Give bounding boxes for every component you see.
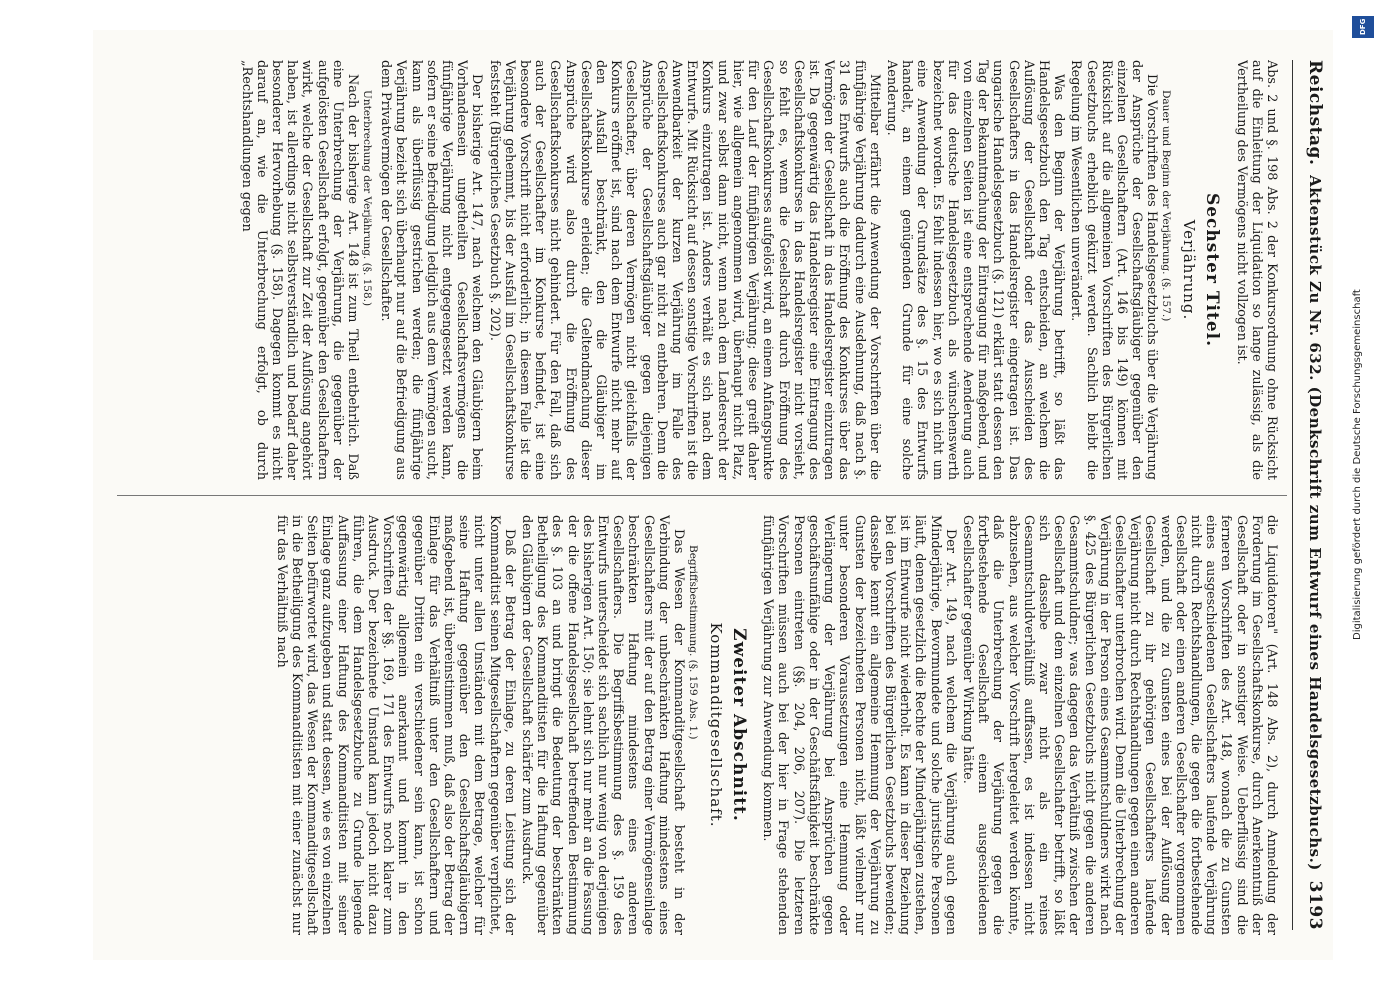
page-number: 3193 [1305, 880, 1325, 930]
header-left: Reichstag. [1305, 60, 1325, 166]
paragraph: Der Art. 149, nach welchem die Verjährung auch gegen Minderjährige, Bevormundete und solche juristische Personen läuft, denen gesetzlich die Rechte der Minderjährigen zustehen, ist im Entwurfe nicht wiederholt. Es kann in dieser Beziehung bei den Vorschriften des Bürgerlichen Gesetzbuchs bewenden; dasselbe kennt ein allgemeine Hemmung der Verjährung zu Gunsten der bezeichneten Personen nicht, läßt vielmehr nur unter besonderen Voraussetzungen eine Hemmung oder Verlängerung der Verjährung bei Ansprüchen gegen geschäftsunfähige oder in der Geschäftsfähigkeit beschränkte Personen eintreten (§§. 204, 206, 207). Die letzteren Vorschriften müssen auch bei der hier in Frage stehenden fünfjährigen Verjährung zur Anwendung kommen. [760, 515, 958, 935]
paragraph: Mittelbar erfährt die Anwendung der Vorschriften über die fünfjährige Verjährung dadurch eine Ausdehnung, daß nach §. 31 des Entwurfs auch die Eröffnung des Konkurses über das Vermögen der Gesellschaft in das Handelsregister einzutragen ist. Da gegenwärtig das Handelsregister eine Eintragung des Gesellschaftskonkurses in das Handelsregister nicht vorsieht, so fehlt es, wenn die Gesellschaft durch Eröffnung des Gesellschaftskonkurses aufgelöst wird, an einem Anfangspunkte für den Lauf der fünfjährigen Verjährung; diese greift daher hier, wie allgemein angenommen wird, überhaupt nicht Platz, und zwar selbst dann nicht, wenn nach dem Landesrecht der Konkurs einzutragen ist. Anders verhält es sich nach dem Entwurfe. Mit Rücksicht auf dessen sonstige Vorschriften ist die Anwendbarkeit der kurzen Verjährung im Falle des Gesellschaftskonkurses auch gar nicht zu entbehren. Denn die Ansprüche der Gesellschaftsgläubiger gegen diejenigen Gesellschafter, über deren Vermögen nicht gleichfalls der Konkurs eröffnet ist, sind nach dem Entwurfe nicht mehr auf den Ausfall beschränkt, den die Gläubiger im Gesellschaftskonkurse erleiden; die Geltendmachung dieser Ansprüche wird also durch die Eröffnung des Gesellschaftskonkurses nicht gehindert. Für den Fall, daß sich auch der Gesellschafter im Konkurse befindet, ist eine besondere Vorschrift nicht erforderlich; in diesem Falle ist die Verjährung gehemmt, bis der Ausfall im Gesellschaftskonkurse feststeht (Bürgerliches Gesetzbuch §. 202). [486, 60, 882, 480]
paragraph: Abs. 2 und §. 198 Abs. 2 der Konkursordnung ohne Rücksicht auf die Einleitung der Liquidation so lange zulässig, als die Vertheilung des Vermögens nicht vollzogen ist. [1233, 60, 1279, 480]
paragraph: Nach der bisherige Art. 148 ist zum Theil entbehrlich. Daß eine Unterbrechung der Verjährung, die gegenüber der aufgelösten Gesellschaft erfolgt, gegenüber den Gesellschaftern wirkt, welche der Gesellschaft zur Zeit der Auflösung angehört haben, ist allerdings nicht selbstverständlich und bedarf daher besonderer Hervorhebung (§. 158). Dagegen kommt es nicht darauf an, wie die Unterbrechung erfolgt, ob durch „Rechtshandlungen gegen [238, 60, 361, 480]
page-header [1297, 60, 1333, 930]
column-divider [117, 495, 1287, 496]
header-title: Aktenstück Zu Nr. 632. (Denkschrift zum Entwurf eines Handelsgesetzbuchs.) [1306, 175, 1324, 871]
section-subtitle: Verjährung. [1180, 219, 1199, 321]
left-column [109, 60, 1279, 480]
paragraph: Das Wesen der Kommanditgesellschaft besteht in der Verbindung der unbeschränkten Haftung mindestens eines Gesellschafters mit der auf den Betrag einer Vermögenseinlage beschränkten Haftung mindestens eines anderen Gesellschafters. Die Begriffsbestimmung des §. 159 des Entwurfs unterscheidet sich sachlich nur wenig von derjenigen des bisherigen Art. 150; sie lehnt sich nur mehr an die Fassung der die offene Handelsgesellschaft betreffenden Bestimmung des §. 103 an und bringt die Bedeutung der beschränkten Betheiligung des Kommanditisten für die Haftung gegenüber den Gläubigern der Gesellschaft schärfer zum Ausdruck. [519, 515, 687, 935]
paragraph: Der bisherige Art. 147, nach welchem den Gläubigern beim Vorhandensein ungetheilten Gesellschaftsvermögens die fünfjährige Verjährung nicht entgegengesetzt werden kann, sofern er seine Befriedigung lediglich aus dem Vermögen sucht, kann als überflüssig gestrichen werden; die fünfjährige Verjährung bezieht sich überhaupt nur auf die Befriedigung aus dem Privatvermögen der Gesellschafter. [378, 60, 485, 480]
section-title: Sechster Titel. [1202, 192, 1223, 348]
section-title: Zweiter Abschnitt. [729, 628, 750, 822]
paragraph: Die Vorschriften des Handelsgesetzbuchs über die Verjährung der Ansprüche der Gesellschaftsgläubiger gegenüber den einzelnen Gesellschaftern (Art. 146 bis 149) können mit Rücksicht auf die allgemeinen Vorschriften des Bürgerlichen Gesetzbuchs erheblich gekürzt werden. Sachlich bleibt die Regelung im Wesentlichen unverändert. [1068, 60, 1160, 480]
paragraph: Daß der Betrag der Einlage, zu deren Leistung sich der Kommanditist seinen Mitgesellschaftern gegenüber verpflichtet, nicht unter allen Umständen mit dem Betrage, welcher für seine Haftung gegenüber den Gesellschaftsgläubigern maßgebend ist, übereinstimmen muß, daß also der Betrag der Einlage für das Verhältniß unter den Gesellschaftern und gegenüber Dritten ein verschiedener sein kann, ist schon gegenwärtig allgemein anerkannt und kommt in den Vorschriften der §§. 169, 171 des Entwurfs noch klarer zum Ausdruck. Der bezeichnete Umstand kann jedoch nicht dazu führen, die dem Handelsgesetzbuche zu Grunde liegende Auffassung einer Haftung des Kommanditisten mit seiner Einlage ganz aufzugeben und statt dessen, wie es von einzelnen Seiten befürwortet wird, das Wesen der Kommanditgesellschaft in die Betheiligung des Kommanditisten mit einer zunächst nur für das Verhältniß nach [273, 515, 517, 935]
marginal-heading: Dauer und Beginn der Verjährung. (§. 157.) [1160, 90, 1173, 322]
marginal-heading: Unterbrechung der Verjährung. (§. 158.) [361, 90, 374, 307]
right-column [109, 515, 1279, 935]
dfg-logo: DFG [1352, 16, 1374, 38]
marginal-heading: Begriffsbestimmung. (§. 159 Abs. 1.) [687, 545, 700, 740]
page-scan [93, 30, 1333, 960]
section-subtitle: Kommanditgesellschaft. [707, 622, 726, 828]
paragraph: Was den Beginn der Verjährung betrifft, so läßt das Handelsgesetzbuch den Tag entscheiden, an welchem die Auflösung der Gesellschaft oder das Ausscheiden des Gesellschafters in das Handelsregister eingetragen ist. Das ungarische Handelsgesetzbuch (§. 121) erklärt statt dessen den Tag der Bekanntmachung der Eintragung für maßgebend, und von einzelnen Seiten ist eine entsprechende Aenderung auch für das deutsche Handelsgesetzbuch als wünschenswerth bezeichnet worden. Es fehlt indessen hier, wo es sich nicht um eine Anwendung der Grundsätze des §. 15 des Entwurfs handelt, an einem genügenden Grunde für eine solche Aenderung. [883, 60, 1067, 480]
attribution-text: Digitalisierung gefördert durch die Deutsche Forschungsgemeinschaft [1352, 289, 1363, 640]
paragraph: die Liquidatoren" (Art. 148 Abs. 2), durch Anmeldung der Forderung im Gesellschaftskonkurse, durch Anerkenntniß der Gesellschaft oder in sonstiger Weise. Ueberflüssig sind die ferneren Vorschriften des Art. 148, wonach die zu Gunsten eines ausgeschiedenen Gesellschafters laufende Verjährung nicht durch Rechtshandlungen, die gegen die fortbestehende Gesellschaft oder einen anderen Gesellschafter vorgenommen werden, und die zu Gunsten eines bei der Auflösung der Gesellschaft zu ihr gehörigen Gesellschafters laufende Verjährung nicht durch Rechtshandlungen gegen einen anderen Gesellschafter unterbrochen wird. Denn die Unterbrechung der Verjährung in der Person eines Gesammtschuldners wirkt nach §. 425 des Bürgerlichen Gesetzbuchs nicht gegen die anderen Gesammtschuldner; was dagegen das Verhältniß zwischen der Gesellschaft und dem einzelnen Gesellschafter betrifft, so läßt sich dasselbe zwar nicht als ein reines Gesammtschuldverhältniß auffassen, es ist indessen nicht abzusehen, aus welcher Vorschrift hergeleitet werden könnte, daß die Unterbrechung der Verjährung gegen die fortbestehende Gesellschaft einem ausgeschiedenen Gesellschafter gegenüber Wirkung hätte. [959, 515, 1279, 935]
header-rule [1292, 60, 1293, 930]
